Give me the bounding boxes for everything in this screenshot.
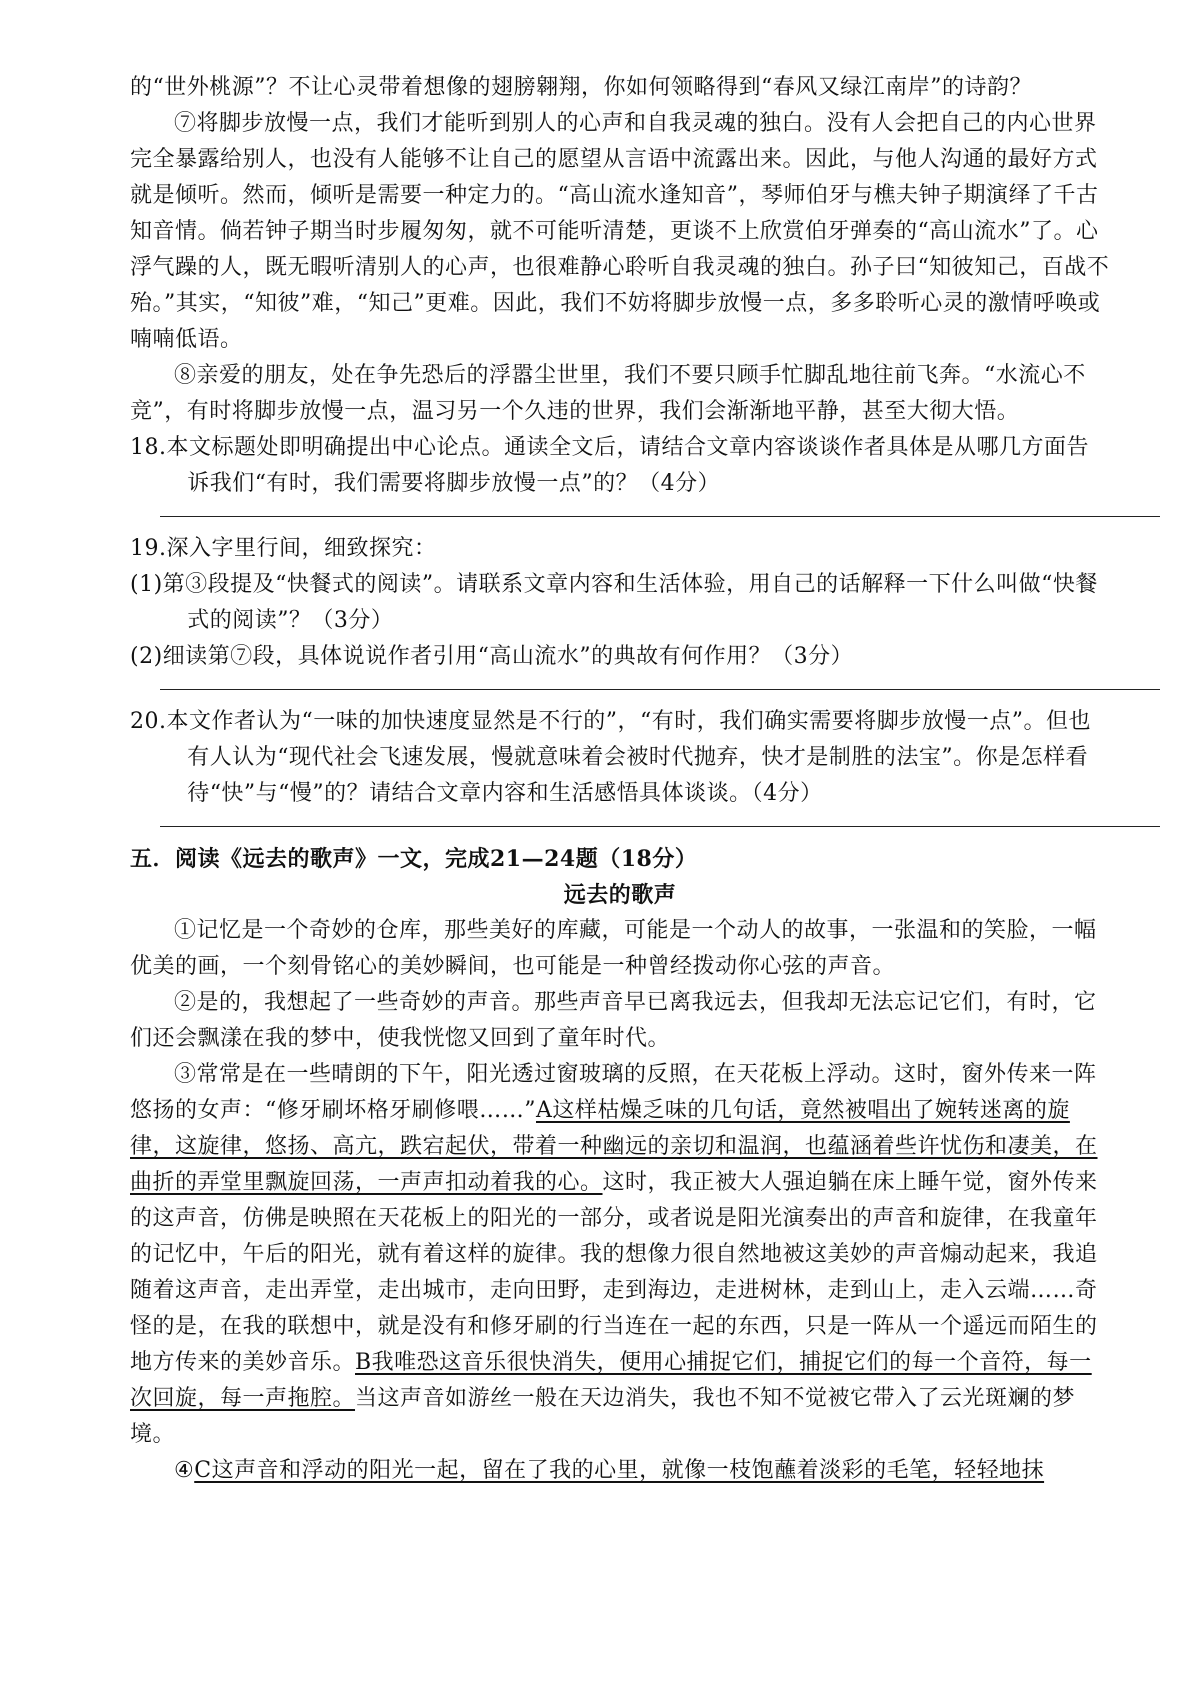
answer-line-20[interactable] (160, 822, 1160, 827)
paragraph-3-start: ③常常是在一些晴朗的下午，阳光透过窗玻璃的反照，在天花板上浮动。这时，窗外传来一阵悠扬的女声：“修牙刷坏格牙刷修喂……” (130, 1062, 1097, 1123)
paragraph-3-end: 当这声音如游丝一般在天边消失，我也不知不觉被它带入了云光斑斓的梦境。 (130, 1386, 1076, 1447)
section-5-heading: 五．阅读《远去的歌声》一文，完成21—24题（18分） (130, 846, 698, 872)
paragraph-8: ⑧亲爱的朋友，处在争先恐后的浮嚣尘世里，我们不要只顾手忙脚乱地往前飞奔。“水流心不竞”，有时将脚步放慢一点，温习另一个久违的世界，我们会渐渐地平静，甚至大彻大悟。 (130, 363, 1086, 424)
underlined-sentence-b: B我唯恐这音乐很快消失，便用心捕捉它们，捕捉它们的每一个音符，每一次回旋，每一声拖腔。 (130, 1350, 1092, 1411)
question-20: 20.本文作者认为“一味的加快速度显然是不行的”，“有时，我们确实需要将脚步放慢一点”。但也有人认为“现代社会飞速发展，慢就意味着会被时代抛弃，快才是制胜的法宝”。你是怎样看待“快”与“慢”的？请结合文章内容和生活感悟具体谈谈。（4分） (130, 709, 1091, 806)
paragraph-3-middle: 这时，我正被大人强迫躺在床上睡午觉，窗外传来的这声音，仿佛是映照在天花板上的阳光的一部分，或者说是阳光演奏出的声音和旋律，在我童年的记忆中，午后的阳光，就有着这样的旋律。我的想像力很自然地被这美妙的声音煽动起来，我追随着这声音，走出弄堂，走出城市，走向田野，走到海边，走进树林，走到山上，走入云端……奇怪的是，在我的联想中，就是没有和修牙刷的行当连在一起的东西，只是一阵从一个遥远而陌生的地方传来的美妙音乐。 (130, 1170, 1098, 1375)
article-title: 远去的歌声 (563, 882, 677, 908)
question-19-2: (2)细读第⑦段，具体说说作者引用“高山流水”的典故有何作用？（3分） (130, 644, 854, 669)
answer-line-19[interactable] (160, 685, 1160, 690)
underlined-sentence-a: A这样枯燥乏味的几句话，竟然被唱出了婉转迷离的旋律，这旋律，悠扬、高亢，跌宕起伏，带着一种幽远的亲切和温润，也蕴涵着些许忧伤和凄美，在曲折的弄堂里飘旋回荡，一声声扣动着我的心。 (130, 1098, 1098, 1195)
answer-line-18[interactable] (160, 512, 1160, 517)
paragraph-4-number: ④ (174, 1458, 195, 1483)
question-19-1: (1)第③段提及“快餐式的阅读”。请联系文章内容和生活体验，用自己的话解释一下什么叫做“快餐式的阅读”？（3分） (130, 572, 1098, 633)
article-paragraph-4 (130, 1453, 1110, 1489)
paragraph-6-tail: 的“世外桃源”？不让心灵带着想像的翅膀翱翔，你如何领略得到“春风又绿江南岸”的诗韵？ (130, 75, 1032, 100)
question-19: 19.深入字里行间，细致探究： (130, 536, 437, 561)
article-paragraph-1: ①记忆是一个奇妙的仓库，那些美好的库藏，可能是一个动人的故事，一张温和的笑脸，一幅优美的画，一个刻骨铭心的美妙瞬间，也可能是一种曾经拨动你心弦的声音。 (130, 918, 1097, 979)
paragraph-7: ⑦将脚步放慢一点，我们才能听到别人的心声和自我灵魂的独白。没有人会把自己的内心世界完全暴露给别人，也没有人能够不让自己的愿望从言语中流露出来。因此，与他人沟通的最好方式就是倾听。然而，倾听是需要一种定力的。“高山流水逢知音”，琴师伯牙与樵夫钟子期演绎了千古知音情。倘若钟子期当时步履匆匆，就不可能听清楚，更谈不上欣赏伯牙弹奏的“高山流水”了。心浮气躁的人，既无暇听清别人的心声，也很难静心聆听自我灵魂的独白。孙子曰“知彼知己，百战不殆。”其实，“知彼”难，“知己”更难。因此，我们不妨将脚步放慢一点，多多聆听心灵的激情呼唤或喃喃低语。 (130, 111, 1110, 352)
question-18: 18.本文标题处即明确提出中心论点。通读全文后，请结合文章内容谈谈作者具体是从哪几方面告诉我们“有时，我们需要将脚步放慢一点”的？（4分） (130, 435, 1089, 496)
underlined-sentence-c: C这声音和浮动的阳光一起，留在了我的心里，就像一枝饱蘸着淡彩的毛笔，轻轻地抹 (194, 1458, 1045, 1483)
article-paragraph-3 (130, 1057, 1110, 1453)
article-paragraph-2: ②是的，我想起了一些奇妙的声音。那些声音早已离我远去，但我却无法忘记它们，有时，它们还会飘漾在我的梦中，使我恍惚又回到了童年时代。 (130, 990, 1097, 1051)
